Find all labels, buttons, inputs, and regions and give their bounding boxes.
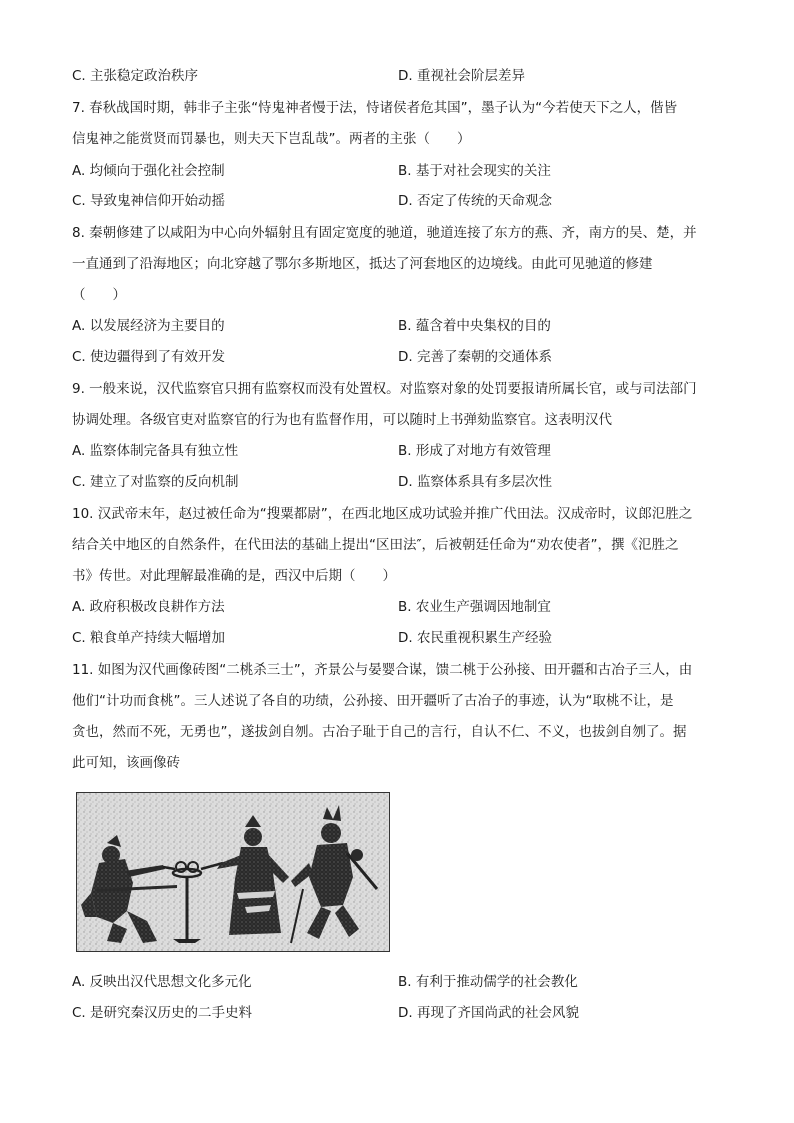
q11-stem-line-3: 贪也，然而不死，无勇也”，遂拔剑自刎。古冶子耻于自己的言行，自认不仁、不义，也拔剑自刎了。据 bbox=[72, 724, 687, 740]
q6-option-c: C. 主张稳定政治秩序 bbox=[72, 68, 199, 84]
q6-option-d: D. 重视社会阶层差异 bbox=[398, 68, 525, 84]
q7-option-d: D. 否定了传统的天命观念 bbox=[398, 193, 552, 209]
q10-option-d: D. 农民重视积累生产经验 bbox=[398, 630, 552, 646]
q9-stem-line-1: 9. 一般来说，汉代监察官只拥有监察权而没有处置权。对监察对象的处罚要报请所属长官，或与司法部门 bbox=[72, 381, 697, 397]
q8-stem-line-2: 一直通到了沿海地区；向北穿越了鄂尔多斯地区，抵达了河套地区的边境线。由此可见驰道的修建 bbox=[72, 256, 653, 272]
q9-option-a: A. 监察体制完备具有独立性 bbox=[72, 443, 239, 459]
q9-stem-line-2: 协调处理。各级官吏对监察官的行为也有监督作用，可以随时上书弹劾监察官。这表明汉代 bbox=[72, 412, 612, 428]
q11-option-c: C. 是研究秦汉历史的二手史料 bbox=[72, 1005, 253, 1021]
q9-option-b: B. 形成了对地方有效管理 bbox=[398, 443, 551, 459]
q9-option-c: C. 建立了对监察的反向机制 bbox=[72, 474, 239, 490]
q10-option-b: B. 农业生产强调因地制宜 bbox=[398, 599, 551, 615]
q11-option-b: B. 有利于推动儒学的社会教化 bbox=[398, 974, 578, 990]
q8-option-b: B. 蕴含着中央集权的目的 bbox=[398, 318, 551, 334]
q11-stem-line-1: 11. 如图为汉代画像砖图“二桃杀三士”，齐景公与晏婴合谋，馈二桃于公孙接、田开疆和古冶子三人，由 bbox=[72, 662, 693, 678]
q7-option-b: B. 基于对社会现实的关注 bbox=[398, 163, 551, 179]
q7-option-a: A. 均倾向于强化社会控制 bbox=[72, 163, 225, 179]
q8-option-c: C. 使边疆得到了有效开发 bbox=[72, 349, 226, 365]
q8-option-d: D. 完善了秦朝的交通体系 bbox=[398, 349, 552, 365]
q10-stem-line-1: 10. 汉武帝末年，赵过被任命为“搜粟都尉”，在西北地区成功试验并推广代田法。汉成帝时，议郎氾胜之 bbox=[72, 506, 693, 522]
q11-stem-line-4: 此可知，该画像砖 bbox=[72, 755, 180, 771]
han-brick-relief-image bbox=[76, 792, 390, 952]
q11-option-a: A. 反映出汉代思想文化多元化 bbox=[72, 974, 252, 990]
q10-stem-line-2: 结合关中地区的自然条件，在代田法的基础上提出“区田法″，后被朝廷任命为“劝农使者”，撰《氾胜之 bbox=[72, 537, 679, 553]
q11-stem-line-2: 他们“计功而食桃”。三人述说了各自的功绩，公孙接、田开疆听了古冶子的事迹，认为“取桃不让，是 bbox=[72, 693, 674, 709]
q11-option-d: D. 再现了齐国尚武的社会风貌 bbox=[398, 1005, 579, 1021]
q10-stem-line-3: 书》传世。对此理解最准确的是，西汉中后期（ ） bbox=[72, 568, 396, 584]
q8-stem-line-3: （ ） bbox=[72, 287, 126, 303]
q10-option-a: A. 政府积极改良耕作方法 bbox=[72, 599, 225, 615]
q7-option-c: C. 导致鬼神信仰开始动摇 bbox=[72, 193, 226, 209]
q8-stem-line-1: 8. 秦朝修建了以咸阳为中心向外辐射且有固定宽度的驰道，驰道连接了东方的燕、齐，南方的吴、楚，并 bbox=[72, 225, 697, 241]
q7-stem-line-2: 信鬼神之能赏贤而罚暴也，则夫天下岂乱哉”。两者的主张（ ） bbox=[72, 131, 471, 147]
q10-option-c: C. 粮食单产持续大幅增加 bbox=[72, 630, 226, 646]
q8-option-a: A. 以发展经济为主要目的 bbox=[72, 318, 225, 334]
q7-stem-line-1: 7. 春秋战国时期，韩非子主张“恃鬼神者慢于法，恃诸侯者危其国”，墨子认为“今若使天下之人，偕皆 bbox=[72, 100, 678, 116]
q9-option-d: D. 监察体系具有多层次性 bbox=[398, 474, 552, 490]
